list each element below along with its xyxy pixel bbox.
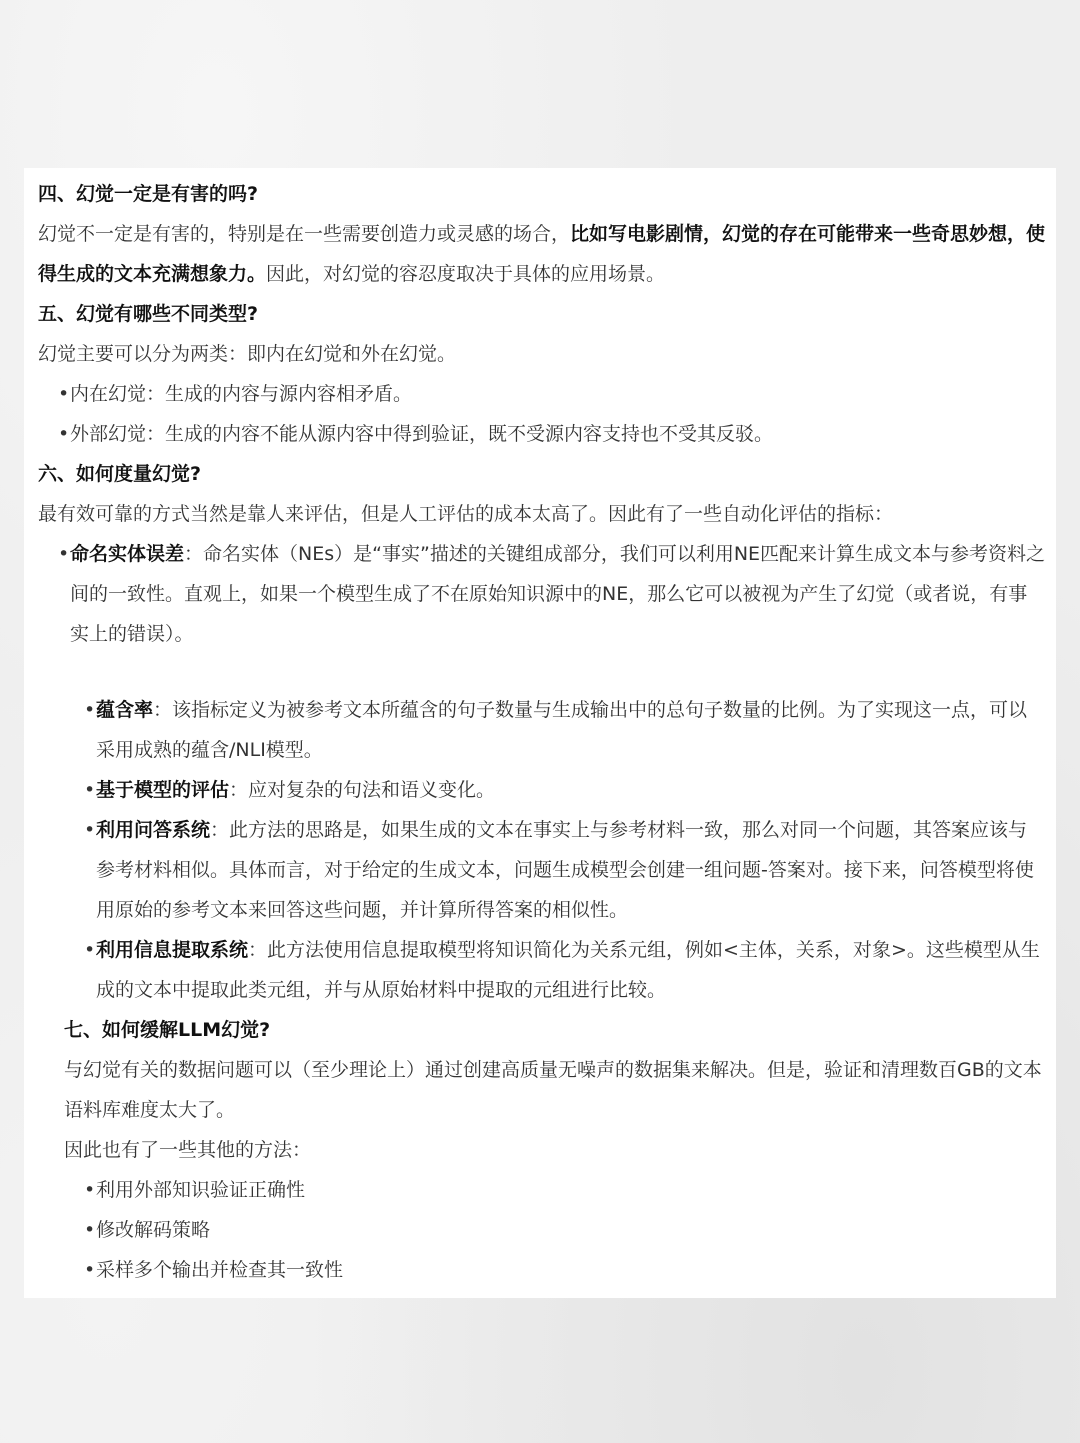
bullet-icon: • [84,779,96,801]
list-item [38,414,1046,454]
bullet-icon: • [84,939,96,961]
list-item [38,534,1046,654]
list-item [64,930,1042,1010]
list-item [64,690,1042,770]
list-item-term: 命名实体误差 [70,543,185,565]
list-item-term: 基于模型的评估 [96,779,230,801]
section-7-paragraph: 与幻觉有关的数据问题可以（至少理论上）通过创建高质量无噪声的数据集来解决。但是，验证和清理数百GB的文本语料库难度太大了。 [64,1059,1042,1121]
list-item [64,1210,1042,1250]
section-7-paragraph-2: 因此也有了一些其他的方法： [64,1139,312,1161]
list-item-text: 内在幻觉：生成的内容与源内容相矛盾。 [70,383,413,405]
list-item-term: 利用问答系统 [96,819,211,841]
list-item-text: ：应对复杂的句法和语义变化。 [229,779,496,801]
list-item [64,1170,1042,1210]
list-item-text: ：该指标定义为被参考文本所蕴含的句子数量与生成输出中的总句子数量的比例。为了实现这一点，可以采用成熟的蕴含/NLI模型。 [96,699,1028,761]
list-item-text: ：命名实体（NEs）是“事实”描述的关键组成部分，我们可以利用NE匹配来计算生成文本与参考资料之间的一致性。直观上，如果一个模型生成了不在原始知识源中的NE，那么它可以被视为产生了幻觉（或者说，有事实上的错误）。 [70,543,1046,645]
bullet-icon: • [84,1219,96,1241]
bullet-icon: • [84,1179,96,1201]
list-item [38,374,1046,414]
bullet-icon: • [84,699,96,721]
list-item-term: 利用信息提取系统 [96,939,249,961]
list-item-text: 利用外部知识验证正确性 [96,1179,306,1201]
section-6-title: 六、如何度量幻觉? [38,463,202,485]
section-4-text: 幻觉不一定是有害的，特别是在一些需要创造力或灵感的场合， [38,223,571,245]
list-item-text: ：此方法的思路是，如果生成的文本在事实上与参考材料一致，那么对同一个问题，其答案应该与参考材料相似。具体而言，对于给定的生成文本，问题生成模型会创建一组问题-答案对。接下来，问答模型将使用原始的参考文本来回答这些问题，并计算所得答案的相似性。 [96,819,1034,921]
section-5-intro: 幻觉主要可以分为两类：即内在幻觉和外在幻觉。 [38,343,457,365]
list-item-text: ：此方法使用信息提取模型将知识简化为关系元组，例如<主体，关系，对象>。这些模型从生成的文本中提取此类元组，并与从原始材料中提取的元组进行比较。 [96,939,1040,1001]
list-item-text: 采样多个输出并检查其一致性 [96,1259,344,1281]
section-6-intro: 最有效可靠的方式当然是靠人来评估，但是人工评估的成本太高了。因此有了一些自动化评估的指标： [38,503,894,525]
section-4-title: 四、幻觉一定是有害的吗? [38,183,259,205]
list-item-term: 蕴含率 [96,699,154,721]
section-4-tail-text: 因此，对幻觉的容忍度取决于具体的应用场景。 [266,263,666,285]
document-page-top [24,168,1056,674]
section-4-paragraph [38,214,1046,294]
bullet-icon: • [58,543,70,565]
list-item [64,1250,1042,1290]
list-item [64,810,1042,930]
list-item [64,770,1042,810]
section-4-bold-text: 比如写电影剧情，幻觉的存在可能带来一些奇思妙想，使得生成的文本充满想象力。 [38,223,1046,285]
bullet-icon: • [84,819,96,841]
list-item-text: 外部幻觉：生成的内容不能从源内容中得到验证，既不受源内容支持也不受其反驳。 [70,423,774,445]
section-5-title: 五、幻觉有哪些不同类型? [38,303,259,325]
bullet-icon: • [84,1259,96,1281]
bullet-icon: • [58,383,70,405]
bullet-icon: • [58,423,70,445]
document-page-bottom [24,674,1056,1298]
section-7-title: 七、如何缓解LLM幻觉? [64,1019,271,1041]
list-item-text: 修改解码策略 [96,1219,211,1241]
